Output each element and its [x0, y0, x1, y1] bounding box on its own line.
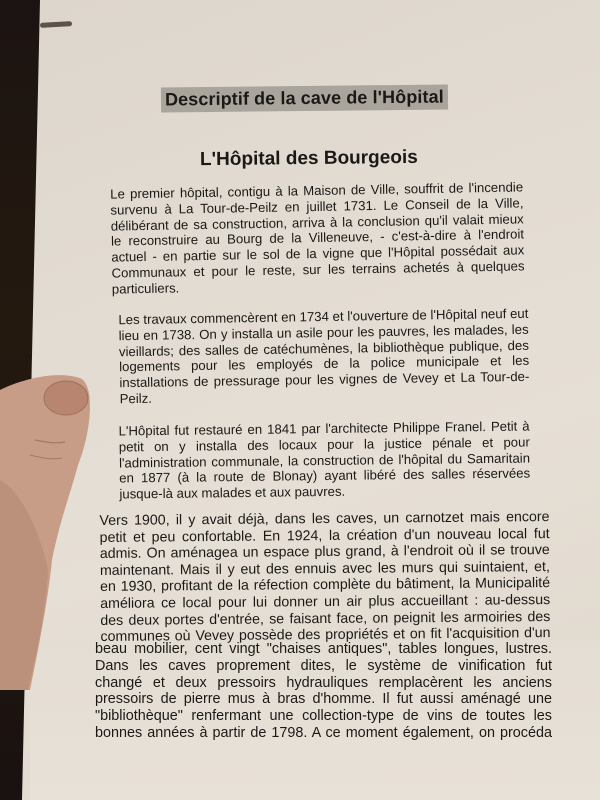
text-line: installations de pressurage pour les vignes de Vevey et La Tour-de- [119, 368, 530, 391]
text-line: survenu à La Tour-de-Peilz en juillet 1731. Le Conseil de la Ville, [110, 195, 524, 218]
text-line: Dans les caves proprement dites, le système de vinification fut [95, 657, 552, 674]
section-title: L'Hôpital des Bourgeois [199, 146, 418, 171]
text-line: petit on y installa des locaux pour la justice pénale et pour [118, 434, 530, 455]
text-line: améliora ce local pour lui donner un air plus accueillant : au-dessus [100, 592, 551, 612]
text-line: logements pour les employés de la police municipale et les [119, 353, 530, 375]
text-line: vieillards; des salles de catéchumènes, la bibliothèque publique, des [118, 337, 529, 359]
text-line: actuel - en partie sur le sol de la vigne que l'Hôpital possédait aux [111, 242, 525, 265]
text-line: Le premier hôpital, contigu à la Maison de Ville, souffrit de l'incendie [110, 179, 524, 202]
paragraph-3 [119, 418, 531, 502]
text-line: Communaux et pour le reste, sur les terrains achetés à quelques [111, 258, 525, 281]
text-line: des deux portes d'entrée, se faisant face, on peignit les armoiries des [100, 608, 551, 629]
text-line: L'Hôpital fut restauré en 1841 par l'architecte Philippe Franel. Petit à [118, 418, 530, 439]
text-line: lieu en 1738. On y installa un asile pour les pauvres, les malades, les [118, 321, 529, 344]
thumbnail-shape [44, 381, 88, 415]
paragraph-4 [99, 509, 550, 646]
document-title: Descriptif de la cave de l'Hôpital [161, 84, 448, 112]
text-line: petit et peu confortable. En 1924, la création d'un nouveau local fut [99, 525, 550, 546]
text-line: particuliers. [111, 280, 180, 297]
text-line: admis. On aménagea un espace plus grand, à l'endroit où il se trouve [99, 542, 550, 563]
text-line: le reconstruire au Bourg de la Villeneuve, - c'est-à-dire à l'endroit [110, 226, 525, 249]
text-line: pressoirs de pierre mus à bras d'homme. Il fut aussi aménagé une [95, 691, 552, 708]
text-line: Peilz. [119, 390, 153, 407]
paragraph-4-continued [95, 641, 552, 742]
text-line: l'administration communale, la construction de l'hôpital du Samaritain [118, 450, 531, 471]
paragraph-2 [118, 306, 529, 407]
text-line: bonnes années à partir de 1798. A ce moment également, on procéda [95, 724, 552, 741]
text-line: changé et deux pressoirs hydrauliques remplacèrent les anciens [95, 674, 552, 691]
text-line: communes où Vevey possède des propriétés et on fit l'acquisition d'un [100, 625, 551, 646]
text-line: Les travaux commencèrent en 1734 et l'ouverture de l'Hôpital neuf eut [118, 305, 529, 328]
text-line: en 1930, profitant de la réfection complète du bâtiment, la Municipalité [100, 575, 551, 596]
text-line: maintenant. Mais il y eut des ennuis avec les murs qui suintaient, et, [99, 558, 550, 579]
text-line: en 1877 (à la route de Blonay) ayant libéré des salles réservées [119, 465, 531, 486]
text-line: délibérant de sa construction, arriva à la conclusion qu'il valait mieux [110, 210, 524, 234]
text-line: "bibliothèque" renfermant une collection-type de vins de toutes les [95, 708, 552, 725]
text-line: Vers 1900, il y avait déjà, dans les caves, un carnotzet mais encore [99, 509, 550, 529]
text-line: jusque-là aux malades et aux pauvres. [119, 483, 346, 502]
hand-holding-paper [0, 370, 95, 690]
paragraph-1 [110, 179, 525, 297]
text-line: beau mobilier, cent vingt "chaises antiques", tables longues, lustres. [95, 641, 552, 657]
